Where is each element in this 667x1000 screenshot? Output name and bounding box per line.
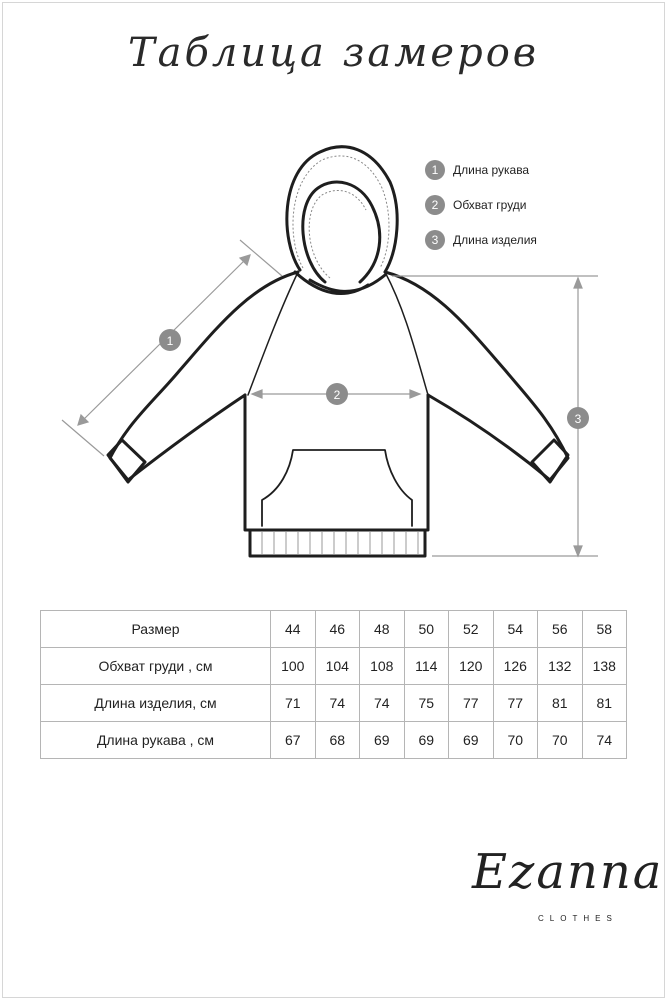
chest-marker-num: 2 (333, 388, 341, 402)
left-sleeve (110, 272, 298, 480)
row-label: Обхват груди , см (41, 648, 271, 685)
brand-sub: CLOTHES (538, 914, 618, 923)
legend-item-sleeve (425, 152, 537, 187)
legend-item-length (425, 222, 537, 257)
body-outline (245, 395, 428, 530)
table-cell: 75 (404, 685, 449, 722)
right-sleeve (385, 272, 568, 480)
size-cell: 46 (315, 611, 360, 648)
table-cell: 67 (271, 722, 316, 759)
size-cell: 54 (493, 611, 538, 648)
header-label: Размер (41, 611, 271, 648)
table-cell: 114 (404, 648, 449, 685)
chest-marker (326, 383, 348, 405)
table-cell: 69 (449, 722, 494, 759)
length-marker-num: 3 (574, 412, 582, 426)
table-cell: 81 (582, 685, 627, 722)
table-cell: 138 (582, 648, 627, 685)
table-cell: 68 (315, 722, 360, 759)
legend-num: 2 (425, 195, 445, 215)
size-cell: 44 (271, 611, 316, 648)
row-label: Длина рукава , см (41, 722, 271, 759)
size-cell: 56 (538, 611, 583, 648)
size-cell: 48 (360, 611, 405, 648)
size-cell: 58 (582, 611, 627, 648)
length-marker (567, 407, 589, 429)
table-cell: 74 (360, 685, 405, 722)
table-row (41, 648, 627, 685)
table-cell: 70 (493, 722, 538, 759)
table-row (41, 722, 627, 759)
page-title: Таблица замеров (127, 30, 540, 76)
brand-logo (470, 844, 664, 943)
legend-label: Обхват груди (453, 197, 527, 212)
table-cell: 132 (538, 648, 583, 685)
table-cell: 69 (360, 722, 405, 759)
legend-num: 3 (425, 230, 445, 250)
kangaroo-pocket (262, 450, 412, 526)
table-cell: 71 (271, 685, 316, 722)
size-table (40, 610, 627, 759)
legend-label: Длина изделия (453, 232, 537, 247)
table-cell: 81 (538, 685, 583, 722)
legend-label: Длина рукава (453, 162, 530, 177)
hood-opening (303, 182, 380, 282)
measurement-legend (425, 152, 537, 257)
legend-num: 1 (425, 160, 445, 180)
table-cell: 74 (582, 722, 627, 759)
brand-name: Ezanna (472, 844, 664, 900)
sleeve-marker (159, 329, 181, 351)
size-cell: 52 (449, 611, 494, 648)
neckline (295, 272, 385, 294)
table-cell: 120 (449, 648, 494, 685)
table-row (41, 685, 627, 722)
size-cell: 50 (404, 611, 449, 648)
table-cell: 69 (404, 722, 449, 759)
table-cell: 126 (493, 648, 538, 685)
row-label: Длина изделия, см (41, 685, 271, 722)
table-header-row (41, 611, 627, 648)
table-cell: 108 (360, 648, 405, 685)
sleeve-marker-num: 1 (166, 334, 174, 348)
legend-item-chest (425, 187, 537, 222)
left-cuff (108, 440, 145, 482)
table-cell: 77 (449, 685, 494, 722)
table-cell: 77 (493, 685, 538, 722)
table-cell: 74 (315, 685, 360, 722)
table-cell: 104 (315, 648, 360, 685)
table-cell: 100 (271, 648, 316, 685)
table-cell: 70 (538, 722, 583, 759)
waistband (250, 530, 425, 556)
